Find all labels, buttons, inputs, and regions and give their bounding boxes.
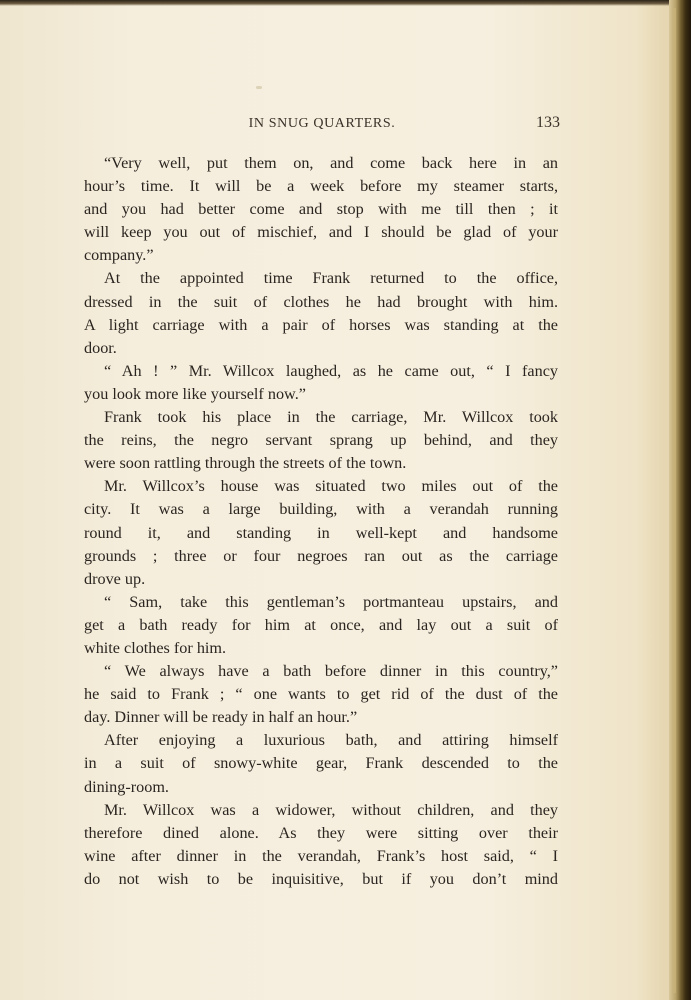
text-line: get a bath ready for him at once, and lay out a suit of — [84, 615, 558, 634]
text-line: in a suit of snowy-white gear, Frank descended to the — [84, 754, 558, 773]
text-line: and you had better come and stop with me till then ; it — [84, 200, 558, 219]
text-line: day. Dinner will be ready in half an hour.” — [84, 708, 358, 727]
text-line: Frank took his place in the carriage, Mr. Willcox took — [104, 408, 558, 427]
body-text — [84, 152, 558, 891]
text-line: drove up. — [84, 569, 146, 588]
text-line: dining-room. — [84, 777, 169, 796]
text-line: grounds ; three or four negroes ran out as the carriage — [84, 546, 558, 565]
text-line: “ We always have a bath before dinner in this country,” — [104, 662, 558, 681]
text-line: “ Ah ! ” Mr. Willcox laughed, as he came out, “ I fancy — [104, 361, 558, 380]
text-line: After enjoying a luxurious bath, and attiring himself — [104, 731, 558, 750]
text-line: you look more like yourself now.” — [84, 384, 306, 403]
text-line: round it, and standing in well-kept and handsome — [84, 523, 558, 542]
text-line: will keep you out of mischief, and I should be glad of your — [84, 223, 558, 242]
text-line: “ Sam, take this gentleman’s portmanteau upstairs, and — [104, 592, 558, 611]
text-line: do not wish to be inquisitive, but if you don’t mind — [84, 869, 558, 888]
text-line: the reins, the negro servant sprang up behind, and they — [84, 431, 558, 450]
text-line: company.” — [84, 246, 154, 265]
text-line: At the appointed time Frank returned to the office, — [104, 269, 558, 288]
text-line: “Very well, put them on, and come back here in an — [104, 154, 558, 172]
paper-blemish — [256, 86, 262, 89]
text-line: Mr. Willcox’s house was situated two miles out of the — [104, 477, 558, 496]
page-number: 133 — [536, 114, 560, 131]
page-header — [84, 116, 560, 138]
text-line: wine after dinner in the verandah, Frank’s host said, “ I — [84, 846, 558, 865]
text-line: were soon rattling through the streets of the town. — [84, 454, 407, 473]
running-title: IN SNUG QUARTERS. — [248, 116, 396, 131]
page-top-shadow — [0, 0, 691, 6]
text-line: dressed in the suit of clothes he had brought with him. — [84, 292, 558, 311]
text-line: therefore dined alone. As they were sitting over their — [84, 823, 558, 842]
text-line: white clothes for him. — [84, 638, 227, 657]
book-binding-edge — [669, 0, 691, 1000]
text-line: door. — [84, 338, 117, 357]
text-line: A light carriage with a pair of horses was standing at the — [84, 315, 558, 334]
text-line: Mr. Willcox was a widower, without children, and they — [104, 800, 558, 819]
text-line: he said to Frank ; “ one wants to get rid of the dust of the — [84, 685, 558, 704]
text-line: hour’s time. It will be a week before my steamer starts, — [84, 177, 558, 196]
text-line: city. It was a large building, with a verandah running — [84, 500, 558, 519]
